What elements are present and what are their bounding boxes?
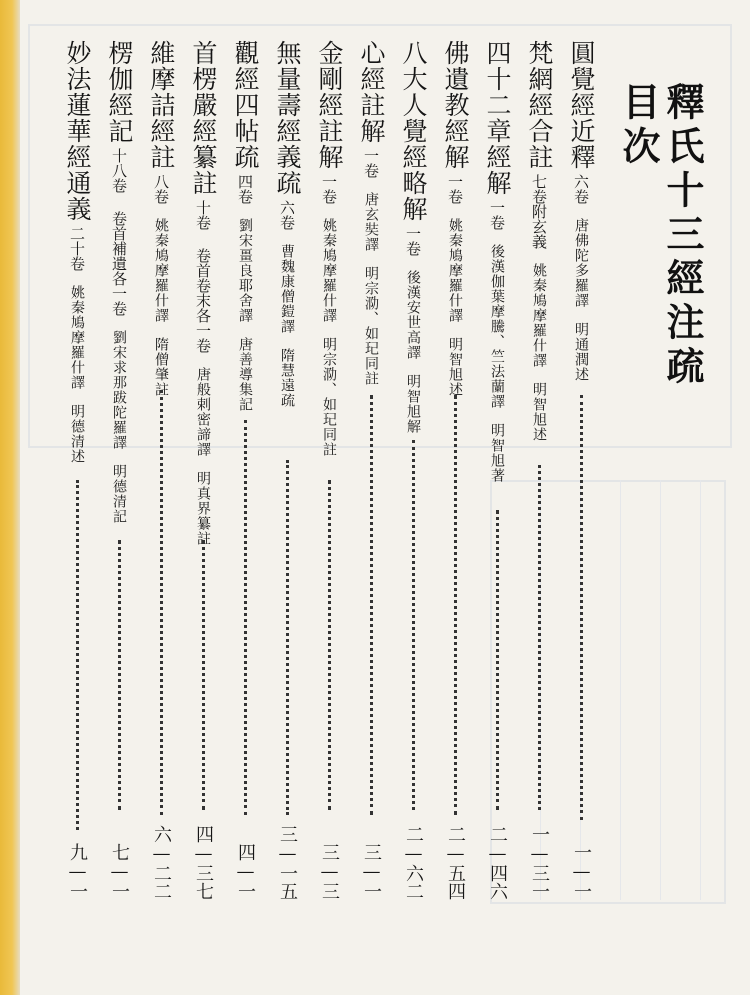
dot-leader: [160, 390, 163, 815]
entry-volumes: 一卷: [404, 226, 422, 256]
toc-entry[interactable]: [438, 40, 472, 900]
entry-title: 首楞嚴經纂註: [189, 40, 218, 196]
entry-page: 四—一: [235, 843, 256, 900]
toc-entry[interactable]: [480, 40, 514, 900]
entry-annotator: 隋慧遠疏: [279, 348, 295, 408]
entry-page: 三—一: [361, 843, 382, 900]
toc-entry[interactable]: [60, 40, 94, 900]
entry-annotator: 明真界纂註: [195, 471, 211, 546]
entry-page: 一—三一: [529, 825, 550, 900]
entry-page: 四—三七: [193, 825, 214, 900]
dot-leader: [76, 480, 79, 830]
toc-entry[interactable]: [228, 40, 262, 900]
entry-title: 無量壽經義疏: [273, 40, 302, 196]
entry-text-stack: [228, 40, 262, 412]
dot-leader: [538, 465, 541, 810]
entry-title: 妙法蓮華經通義: [63, 40, 92, 222]
entry-volumes: 十卷 卷首卷末各一卷: [194, 200, 212, 353]
entry-text-stack: [480, 40, 514, 483]
dot-leader: [118, 540, 121, 810]
entry-translator: 劉宋畺良耶舍譯: [237, 218, 253, 323]
entry-page: 一—一: [571, 843, 592, 900]
dot-leader: [244, 420, 247, 815]
entry-title: 梵網經合註: [525, 40, 554, 170]
toc-page: [20, 0, 750, 995]
entry-text-stack: [102, 40, 136, 524]
entry-translator: 唐玄奘譯: [363, 192, 379, 252]
entry-title: 維摩詰經註: [147, 40, 176, 170]
entry-page: 九—一: [67, 843, 88, 900]
entry-translator: 姚秦鳩摩羅什譯: [531, 263, 547, 368]
entry-text-stack: [60, 40, 94, 464]
entry-translator: 唐佛陀多羅譯: [573, 218, 589, 308]
entry-page: 二—四六: [487, 825, 508, 900]
show-through-rule: [620, 480, 621, 900]
page-title: [616, 82, 705, 422]
entry-page: 六—二二: [151, 825, 172, 900]
toc-entry[interactable]: [564, 40, 598, 900]
entry-annotator: 隋僧肇註: [153, 337, 169, 397]
entry-volumes: 十八卷 卷首補遺各一卷: [110, 148, 128, 316]
entry-translator: 姚秦鳩摩羅什譯: [69, 285, 85, 390]
entry-title: 佛遺教經解: [441, 40, 470, 170]
entry-title: 金剛經註解: [315, 40, 344, 170]
entry-translator: 姚秦鳩摩羅什譯: [447, 218, 463, 323]
entry-volumes: 四卷: [236, 174, 254, 204]
toc-entry[interactable]: [186, 40, 220, 900]
entry-annotator: 明德清記: [111, 464, 127, 524]
entry-translator: 姚秦鳩摩羅什譯: [321, 218, 337, 323]
entry-translator: 曹魏康僧鎧譯: [279, 244, 295, 334]
entry-text-stack: [312, 40, 346, 457]
entry-translator: 劉宋求那跋陀羅譯: [111, 330, 127, 450]
entry-volumes: 八卷: [152, 174, 170, 204]
entry-volumes: 六卷: [278, 200, 296, 230]
entry-page: 二—六二: [403, 825, 424, 900]
toc-entry[interactable]: [144, 40, 178, 900]
dot-leader: [454, 395, 457, 815]
entry-volumes: 七卷附玄義: [530, 174, 548, 249]
book-spine-edge: [0, 0, 20, 995]
toc-entry[interactable]: [270, 40, 304, 900]
entry-annotator: 明德清述: [69, 404, 85, 464]
entry-page: 七—一: [109, 843, 130, 900]
entry-page: 二—五四: [445, 825, 466, 900]
show-through-rule: [660, 480, 661, 900]
entry-annotator: 明智旭述: [531, 382, 547, 442]
entry-translator: 姚秦鳩摩羅什譯: [153, 218, 169, 323]
dot-leader: [286, 460, 289, 815]
entry-text-stack: [396, 40, 430, 434]
entry-title: 觀經四帖疏: [231, 40, 260, 170]
entry-title: 心經註解: [357, 40, 386, 144]
entry-page: 三—一五: [277, 825, 298, 900]
entry-text-stack: [438, 40, 472, 397]
dot-leader: [370, 395, 373, 815]
entry-text-stack: [186, 40, 220, 546]
entry-volumes: 六卷: [572, 174, 590, 204]
toc-entry[interactable]: [396, 40, 430, 900]
entry-title: 八大人覺經略解: [399, 40, 428, 222]
entry-text-stack: [270, 40, 304, 408]
entry-annotator: 唐善導集記: [237, 337, 253, 412]
entry-title: 四十二章經解: [483, 40, 512, 196]
entry-volumes: 二十卷: [68, 226, 86, 271]
entry-translator: 後漢安世高譯: [405, 270, 421, 360]
dot-leader: [328, 480, 331, 810]
entry-text-stack: [354, 40, 388, 386]
entry-title: 楞伽經記: [105, 40, 134, 144]
entry-text-stack: [144, 40, 178, 397]
entry-annotator: 明宗泐、如玘同註: [321, 337, 337, 457]
entry-volumes: 一卷: [362, 148, 380, 178]
entry-annotator: 明智旭述: [447, 337, 463, 397]
entry-text-stack: [564, 40, 598, 382]
show-through-rule: [700, 480, 701, 900]
dot-leader: [412, 440, 415, 810]
toc-entry[interactable]: [354, 40, 388, 900]
entry-volumes: 一卷: [320, 174, 338, 204]
entry-annotator: 明智旭解: [405, 374, 421, 434]
entry-translator: 後漢伽葉摩騰、竺法蘭譯: [489, 244, 505, 409]
entry-annotator: 明通潤述: [573, 322, 589, 382]
entry-text-stack: [522, 40, 556, 442]
dot-leader: [580, 395, 583, 820]
toc-entry[interactable]: [312, 40, 346, 900]
entry-annotator: 明智旭著: [489, 423, 505, 483]
entry-annotator: 明宗泐、如玘同註: [363, 266, 379, 386]
entry-volumes: 一卷: [446, 174, 464, 204]
entry-page: 三—三: [319, 843, 340, 900]
entry-title: 圓覺經近釋: [567, 40, 596, 170]
entry-translator: 唐般剌密諦譯: [195, 367, 211, 457]
entry-volumes: 一卷: [488, 200, 506, 230]
dot-leader: [496, 510, 499, 810]
toc-entry[interactable]: [522, 40, 556, 900]
toc-entry[interactable]: [102, 40, 136, 900]
page-title-text: 釋氏十三經注疏目次: [616, 82, 705, 390]
dot-leader: [202, 540, 205, 810]
